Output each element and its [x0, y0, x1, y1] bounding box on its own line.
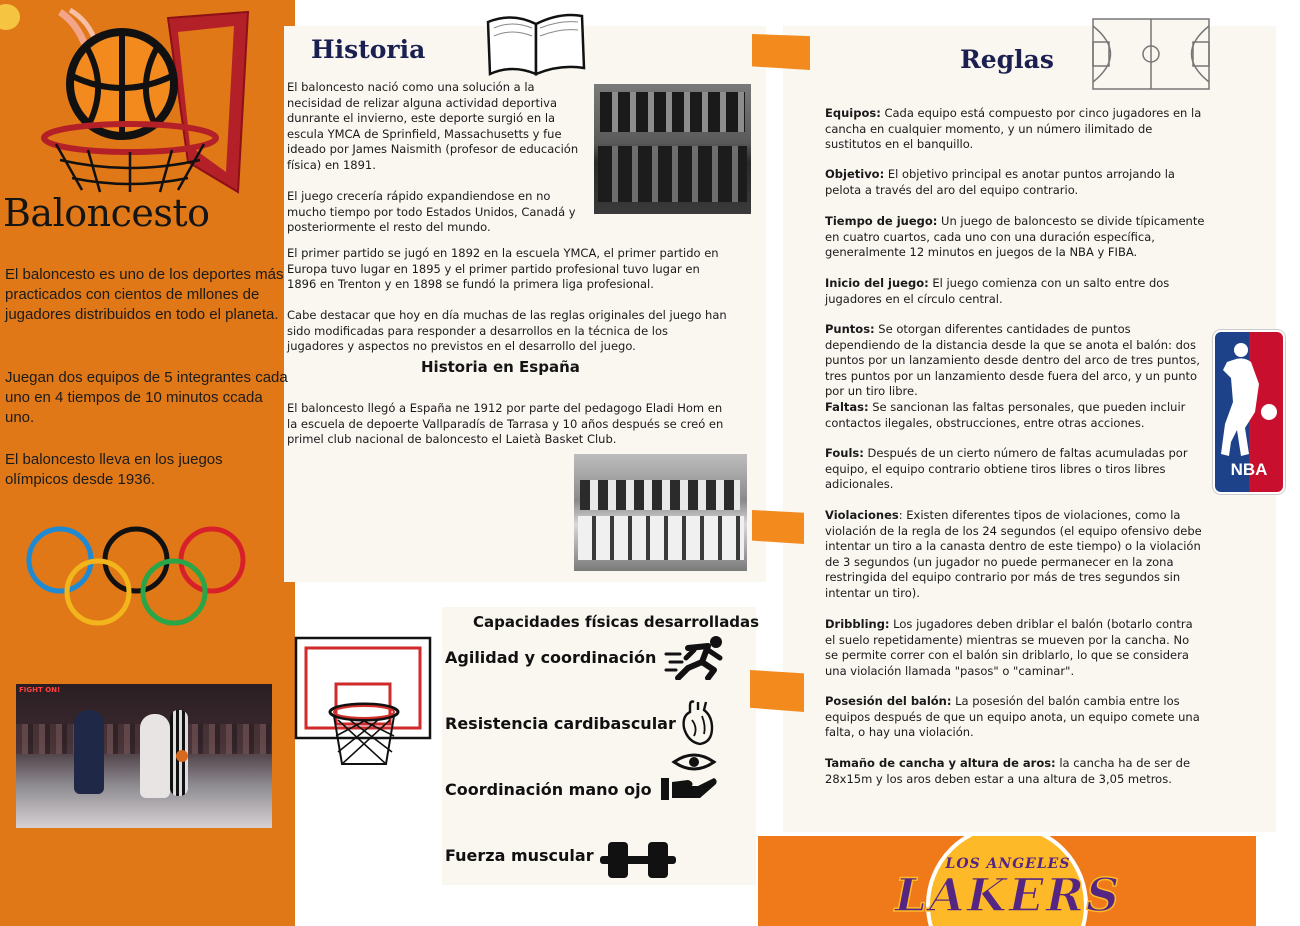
backboard-hoop-icon	[294, 636, 434, 768]
rule-equipos	[825, 106, 1205, 153]
rule-text: El juego comienza con un salto entre dos jugadores en el círculo central.	[825, 276, 1170, 306]
heart-icon	[680, 698, 716, 746]
orange-flag-low	[750, 670, 804, 712]
historia-p5: El baloncesto llegó a España ne 1912 por parte del pedagogo Eladi Hom en la escuela de depoerte Vallparadís de Tarrasa y 10 años después se creó en primel club nacional de baloncesto el Laietà Basket Club.	[287, 401, 724, 446]
spain-row-front	[578, 516, 744, 560]
historia-title: Historia	[311, 35, 426, 64]
cap-agilidad: Agilidad y coordinación	[445, 648, 657, 667]
rule-text: Un juego de baloncesto se divide típicamente en cuatro cuartos, cada uno con una duración específica, generalmente 12 minutos en juegos de la NBA y FIBA.	[825, 214, 1205, 259]
rule-label: Tiempo de juego:	[825, 214, 938, 228]
team-photo-spain	[574, 454, 747, 571]
lakers-panel	[758, 836, 1256, 926]
intro-paragraph: El baloncesto es uno de los deportes más practicados con cientos de mllones de jugadores distribuidos en todo el planeta.	[5, 266, 284, 323]
rule-text: La posesión del balón cambia entre los equipos después de que un equipo anota, un equipo comete una falta, o hay una violación.	[825, 694, 1200, 739]
rule-text: Se otorgan diferentes cantidades de puntos dependiendo de la distancia desde la que se anota el balón: dos puntos por un lanzamiento desde dentro del arco de tres puntos, tres puntos por un lanzamiento desde fuera del arco, y un punto por un tiro libre.	[825, 322, 1200, 398]
rule-tiempo	[825, 214, 1205, 261]
photo-banner: FIGHT ON!	[19, 686, 61, 694]
rule-label: Puntos:	[825, 322, 875, 336]
rule-puntos	[825, 322, 1205, 400]
rule-label: Faltas:	[825, 400, 869, 414]
rule-text: Después de un cierto número de faltas acumuladas por equipo, el equipo contrario obtiene tiros libres o tiros libres adicionales.	[825, 446, 1188, 491]
dumbbell-icon	[600, 840, 676, 880]
team-row-front	[598, 146, 747, 202]
cap-resistencia: Resistencia cardibascular	[445, 714, 676, 733]
cap-fuerza: Fuerza muscular	[445, 846, 594, 865]
team-photo-1891	[594, 84, 751, 214]
olympic-rings-icon	[26, 526, 248, 630]
photo-ball	[176, 750, 188, 762]
cap-coordinacion: Coordinación mano ojo	[445, 780, 652, 799]
historia-p1: El baloncesto nació como una solución a la necisidad de relizar alguna actividad deportiva dunrante el invierno, este deporte surgió en la escula YMCA de Sprinfield, Massachusetts y fue ideado por James Naismith (profesor de educación física) en 1891.	[287, 80, 579, 172]
team-row-back	[600, 92, 745, 132]
rule-dribbling	[825, 617, 1205, 679]
lakers-top-text: LOS ANGELES	[945, 856, 1071, 872]
brand-title: Baloncesto	[3, 191, 210, 235]
player-light	[140, 714, 170, 798]
capacidades-title: Capacidades físicas desarrolladas	[473, 613, 760, 631]
rule-posesion	[825, 694, 1205, 741]
reglas-title: Reglas	[960, 45, 1054, 74]
historia-p2: El juego crecería rápido expandiendose en no mucho tiempo por todo Estados Unidos, Canadá y posteriormente el resto del mundo.	[287, 189, 576, 234]
rule-text: El objetivo principal es anotar puntos arrojando la pelota a través del aro del equipo contrario.	[825, 167, 1175, 197]
nba-logo	[1213, 330, 1285, 494]
historia-p3: El primer partido se jugó en 1892 en la escuela YMCA, el primer partido en Europa tuvo lugar en 1895 y el primer partido profesional tuvo lugar en 1896 en Trenton y en 1898 se fundó la primera liga profesional.	[287, 246, 719, 291]
lakers-main-text: LAKERS	[894, 868, 1122, 922]
rule-label: Violaciones	[825, 508, 899, 522]
rule-label: Posesión del balón:	[825, 694, 952, 708]
rule-label: Equipos:	[825, 106, 881, 120]
rule-label: Inicio del juego:	[825, 276, 929, 290]
open-book-icon	[484, 8, 588, 80]
teams-paragraph: Juegan dos equipos de 5 integrantes cada uno en 4 tiempos de 10 minutos ccada uno.	[5, 369, 288, 426]
rule-text: Cada equipo está compuesto por cinco jugadores en la cancha en cualquier momento, y un número ilimitado de sustitutos en el banquillo.	[825, 106, 1202, 151]
rule-text: : Existen diferentes tipos de violaciones, como la violación de la regla de los 24 segundos (el equipo ofensivo debe intentar un tiro a la canasta dentro de este tiempo) o la violación de 3 segundos (un jugador no puede permanecer en la zona restringida del equipo contrario por más de tres segundos sin intentar un tiro).	[825, 508, 1202, 600]
historia-p4: Cabe destacar que hoy en día muchas de las reglas originales del juego han sido modificadas para responder a desarrollos en la técnica de los jugadores y aspectos no previstos en el desarrollo del juego.	[287, 308, 727, 353]
spain-row-back	[580, 480, 740, 510]
rule-text: la cancha ha de ser de 28x15m y los aros deben estar a una altura de 3,05 metros.	[825, 756, 1191, 786]
rule-label: Objetivo:	[825, 167, 885, 181]
rule-violaciones	[825, 508, 1205, 601]
olympics-paragraph: El baloncesto lleva en los juegos olímpicos desde 1936.	[5, 451, 223, 488]
eye-hand-icon	[658, 750, 720, 802]
nba-text: NBA	[1230, 460, 1268, 479]
rule-faltas	[825, 400, 1205, 431]
historia-spain-title: Historia en España	[421, 358, 580, 376]
nba-silhouette	[1215, 332, 1283, 462]
player-dark	[74, 710, 104, 794]
orange-flag-mid	[752, 510, 804, 544]
orange-flag-top	[752, 34, 810, 70]
rule-fouls	[825, 446, 1205, 493]
rule-label: Dribbling:	[825, 617, 890, 631]
rule-tamano	[825, 756, 1205, 787]
rule-objetivo	[825, 167, 1205, 198]
rule-label: Tamaño de cancha y altura de aros:	[825, 756, 1056, 770]
basketball-hoop-logo	[38, 4, 253, 194]
running-icon	[664, 634, 730, 680]
game-photo	[16, 684, 272, 828]
rule-text: Se sancionan las faltas personales, que pueden incluir contactos ilegales, obstrucciones, entre otras acciones.	[825, 400, 1186, 430]
rule-text: Los jugadores deben driblar el balón (botarlo contra el suelo repetidamente) mientras se mueven por la cancha. No se permite correr con el balón sin driblarlo, lo que se considera una violación llamada "pasos" o "caminar".	[825, 617, 1193, 678]
rule-label: Fouls:	[825, 446, 864, 460]
rule-inicio	[825, 276, 1205, 307]
court-diagram-icon	[1092, 18, 1210, 90]
